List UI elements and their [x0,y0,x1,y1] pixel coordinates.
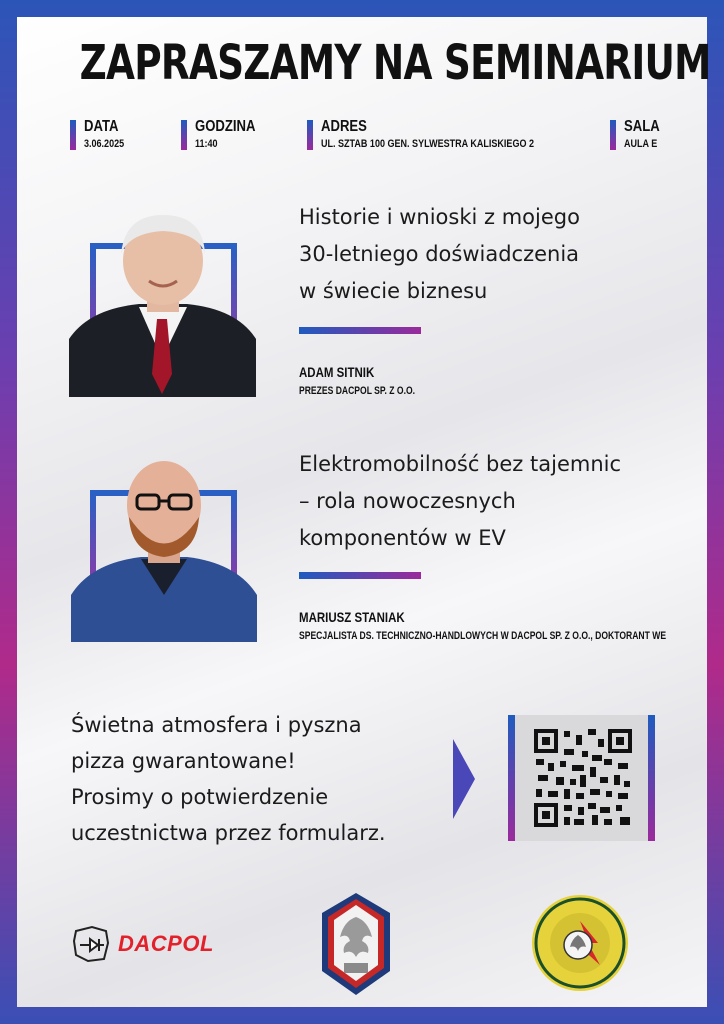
talk-2-line: Elektromobilność bez tajemnic [299,452,622,476]
wel-faculty-icon [528,891,633,996]
address-label: ADRES [321,118,367,135]
accent-bar [610,120,616,150]
time-label: GODZINA [195,118,256,135]
talk-2-line: komponentów w EV [299,526,506,550]
speaker-2-name: MARIUSZ STANIAK [299,609,405,625]
dacpol-wordmark: DACPOL [118,931,214,956]
dacpol-logo [72,925,214,967]
closing-line: Prosimy o potwierdzenie [71,785,329,809]
accent-bar [70,120,76,150]
qr-code-icon[interactable] [534,729,632,827]
closing-line: Świetna atmosfera i pyszna [71,713,362,737]
arrow-right-icon [453,739,475,819]
talk-2-line: – rola nowoczesnych [299,489,516,513]
accent-bar [307,120,313,150]
room-label: SALA [624,118,660,135]
time-value: 11:40 [195,138,218,150]
qr-code-panel[interactable] [508,715,655,841]
accent-bar [508,715,515,841]
date-value: 3.06.2025 [84,138,125,150]
address-value: UL. SZTAB 100 GEN. SYLWESTRA KALISKIEGO 2 [321,138,535,150]
page-title: ZAPRASZAMY NA SEMINARIUM [79,35,711,91]
speaker-2-role: SPECJALISTA DS. TECHNICZNO-HANDLOWYCH W DACPOL SP. Z O.O., DOKTORANT WE [299,630,667,642]
closing-line: pizza gwarantowane! [71,749,296,773]
date-label: DATA [84,118,119,135]
speaker-photo-adam-sitnik [69,209,256,397]
talk-2-title [299,446,621,557]
talk-1-title [299,199,580,310]
talk-1-line: 30-letniego doświadczenia [299,242,580,266]
talk-1-line: w świecie biznesu [299,279,488,303]
dacpol-map-icon [72,925,112,963]
speaker-1-role: PREZES DACPOL SP. Z O.O. [299,385,416,397]
accent-bar [181,120,187,150]
closing-text [71,707,386,851]
accent-rule [299,572,421,579]
speaker-photo-mariusz-staniak [71,455,257,642]
talk-1-line: Historie i wnioski z mojego [299,205,580,229]
speaker-1-name: ADAM SITNIK [299,364,375,380]
accent-bar [648,715,655,841]
closing-line: uczestnictwa przez formularz. [71,821,386,845]
wat-eagle-icon [320,891,392,997]
room-value: AULA E [624,138,658,150]
accent-rule [299,327,421,334]
